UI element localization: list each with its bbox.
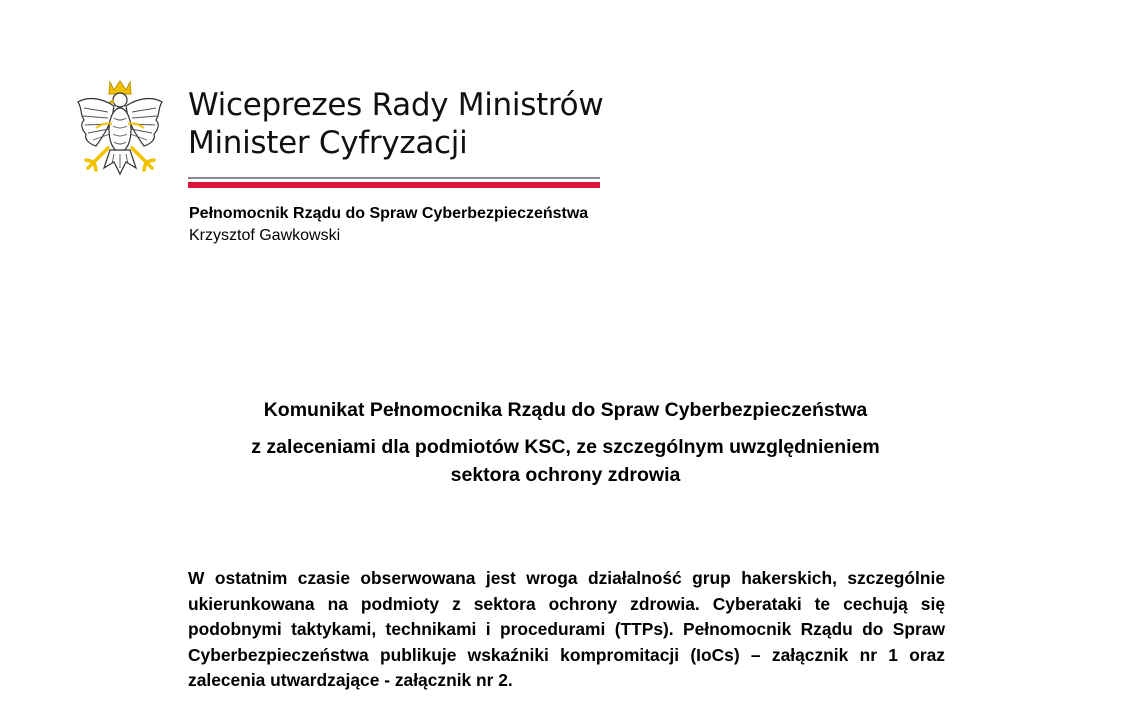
header-rule-gray bbox=[188, 177, 600, 179]
document-title bbox=[0, 396, 1131, 489]
document-title-line1: Komunikat Pełnomocnika Rządu do Spraw Cyberbezpieczeństwa bbox=[263, 399, 868, 421]
document-body-paragraph: W ostatnim czasie obserwowana jest wroga działalność grup hakerskich, szczególnie ukierunkowana na podmioty z sektora ochrony zdrowia. Cyberataki te cechują się podobnymi taktykami, technikami i procedurami (TTPs). Pełnomocnik Rządu do Spraw Cyberbezpieczeństwa publikuje wskaźniki kompromitacji (IoCs) – załącznik nr 1 oraz zalecenia utwardzające - załącznik nr 2. bbox=[188, 568, 945, 690]
issuer-person: Krzysztof Gawkowski bbox=[189, 227, 341, 244]
issuer-role: Pełnomocnik Rządu do Spraw Cyberbezpieczeństwa bbox=[189, 205, 589, 222]
header-rule-red bbox=[188, 182, 600, 188]
office-title bbox=[188, 86, 628, 162]
office-title-line2: Minister Cyfryzacji bbox=[188, 125, 468, 161]
document-title-line2: z zaleceniami dla podmiotów KSC, ze szczególnym uwzględnieniem bbox=[251, 436, 880, 458]
document-title-line3: sektora ochrony zdrowia bbox=[450, 464, 681, 486]
issuer-block bbox=[189, 203, 588, 247]
polish-eagle-emblem-icon bbox=[74, 78, 166, 186]
office-title-line1: Wiceprezes Rady Ministrów bbox=[188, 87, 604, 123]
